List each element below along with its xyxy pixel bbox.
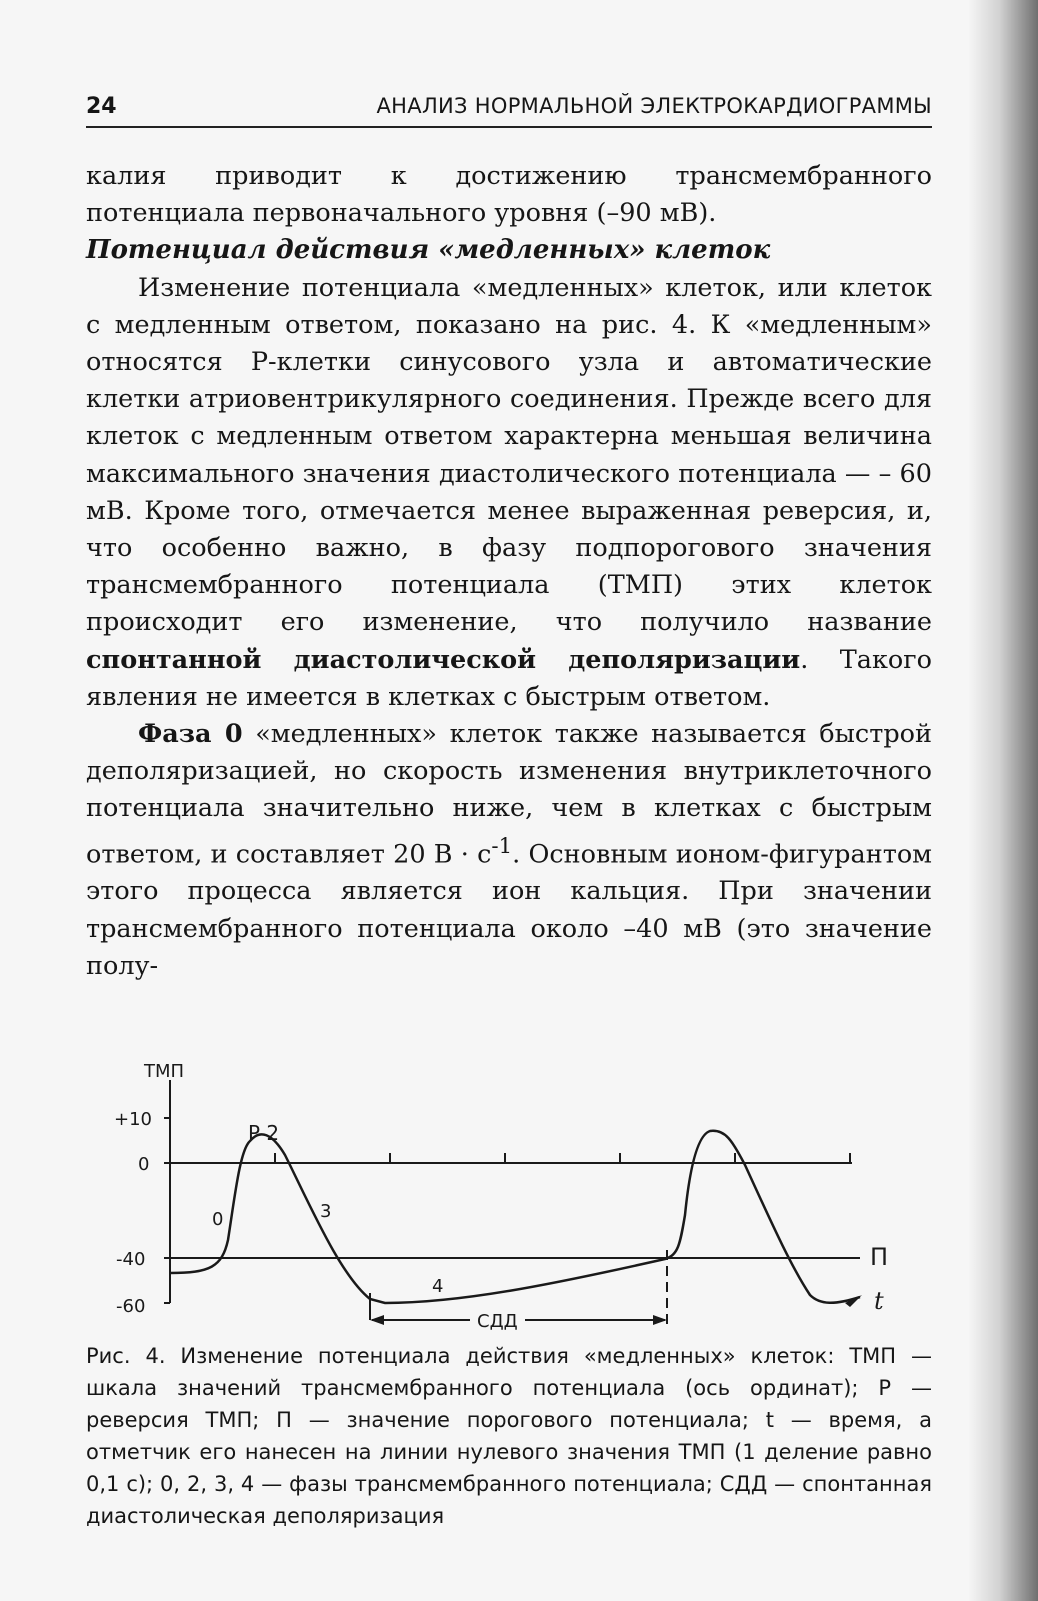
term-spontaneous-depolarization: спонтанной диастолической деполяризации — [86, 644, 801, 675]
paragraph-text: Изменение потенциала «медленных» клеток, или клеток с медленным ответом, показано на рис. 4. К «медленным» относятся Р-клетки синусового узла и автоматические клетки атриовентрикулярного соединения. Прежде всего для клеток с медленным ответом характерна меньшая величина максимального значения диастолического потенциала — – 60 мВ. Кроме того, отмечается менее выраженная реверсия, и, что особенно важно, в фазу подпорогового значения трансмембранного потенциала (ТМП) этих клеток происходит его изменение, что получило название — [86, 272, 932, 638]
term-phase-zero: Фаза 0 — [138, 719, 243, 750]
action-potential-curve — [170, 1131, 860, 1303]
paragraph-text: «медленных» клеток также называется быстрой деполяризацией, но скорость изменения внутриклеточного потенциала значительно ниже, чем в клетках с быстрым ответом, и составляет 20 В · с — [86, 719, 932, 870]
page-header — [86, 88, 932, 128]
paragraph-phase-zero — [86, 716, 932, 985]
label-reversal-phase2: Р 2 — [248, 1121, 280, 1145]
sdd-arrowhead-right — [653, 1315, 667, 1325]
tick-label-plus10: +10 — [114, 1109, 152, 1130]
label-threshold: П — [870, 1243, 889, 1271]
tick-label-minus60: -60 — [116, 1296, 146, 1317]
tick-label-zero: 0 — [138, 1154, 150, 1175]
label-phase-3: 3 — [320, 1201, 332, 1222]
figure-action-potential — [100, 1045, 930, 1332]
superscript: -1 — [491, 833, 513, 859]
body-text — [86, 158, 932, 985]
paragraph-continuation: калия приводит к достижению трансмембранного потенциала первоначального уровня (–90 мВ). — [86, 161, 932, 229]
action-potential-diagram — [100, 1045, 930, 1332]
paragraph-text: . Такого явления не имеется в клетках с быстрым ответом. — [86, 644, 932, 712]
label-phase-4: 4 — [432, 1276, 444, 1297]
running-title: АНАЛИЗ НОРМАЛЬНОЙ ЭЛЕКТРОКАРДИОГРАММЫ — [376, 94, 932, 118]
label-time: t — [874, 1287, 884, 1315]
section-heading: Потенциал действия «медленных» клеток — [86, 235, 771, 266]
spine-shadow — [968, 0, 1038, 1601]
label-phase-0: 0 — [212, 1209, 224, 1230]
page-number: 24 — [86, 94, 117, 119]
paragraph-text: . Основным ионом-фигурантом этого процесса является ион кальция. При значении трансмембранного потенциала около –40 мВ (это значение полу- — [86, 839, 932, 981]
y-axis-label: ТМП — [144, 1061, 185, 1082]
label-sdd: СДД — [477, 1311, 518, 1332]
tick-label-minus40: -40 — [116, 1249, 146, 1270]
sdd-arrowhead-left — [370, 1315, 384, 1325]
paragraph-slow-cells — [86, 270, 932, 716]
figure-caption: Рис. 4. Изменение потенциала действия «медленных» клеток: ТМП — шкала значений трансмембранного потенциала (ось ординат); Р — реверсия ТМП; П — значение порогового потенциала; t — время, а отметчик его нанесен на линии нулевого значения ТМП (1 деление равно 0,1 с); 0, 2, 3, 4 — фазы трансмембранного потенциала; СДД — спонтанная диастолическая деполяризация — [86, 1344, 932, 1528]
time-marks — [275, 1153, 850, 1163]
